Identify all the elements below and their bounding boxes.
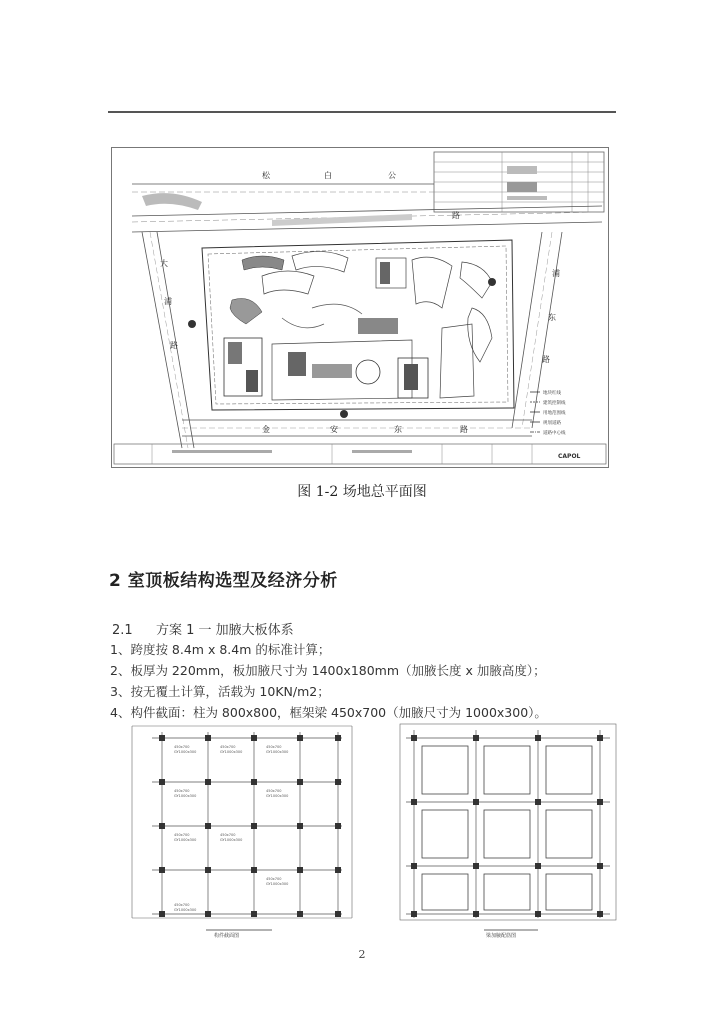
beam-label: 450x700 [220, 833, 236, 837]
component-section-drawing [122, 718, 358, 944]
subsection-number: 2.1 [112, 623, 133, 638]
legend-item-4: 规划道路 [543, 421, 561, 426]
list-item: 3、按无覆土计算，活载为 10KN/m2； [110, 684, 330, 699]
subsection-heading [112, 619, 294, 638]
road-right-label-3: 路 [542, 355, 550, 364]
section-heading: 2 室顶板结构选型及经济分析 [109, 571, 338, 591]
haunch-label: GY1000x300 [174, 908, 197, 912]
road-left-label-3: 路 [170, 341, 178, 350]
left-drawing-caption: 构件截面图 [214, 933, 240, 939]
haunch-label: GY1000x300 [220, 750, 243, 754]
list-item: 4、构件截面：柱为 800x800，框架梁 450x700（加腋尺寸为 1000x300）。 [110, 705, 547, 720]
haunch-label: GY1000x300 [174, 838, 197, 842]
legend-item-3: 用地范围线 [543, 411, 566, 416]
road-bottom-label-2: 安 [330, 425, 338, 434]
haunch-label: GY1000x300 [266, 882, 289, 886]
beam-label: 450x700 [266, 745, 282, 749]
road-top-label-2: 白 [324, 171, 332, 180]
beam-label: 450x700 [266, 877, 282, 881]
list-item: 2、板厚为 220mm，板加腋尺寸为 1400x180mm（加腋长度 x 加腋高度）； [110, 663, 546, 678]
capol-logo: CAPOL [558, 453, 581, 460]
right-drawing-caption: 梁加腋配筋图 [486, 933, 517, 939]
legend-item-2: 建筑控制线 [543, 401, 566, 406]
site-plan-figure [111, 147, 609, 468]
road-bottom-label-1: 金 [262, 425, 270, 434]
legend-item-5: 道路中心线 [543, 431, 566, 436]
page-number: 2 [358, 948, 366, 961]
beam-label: 450x700 [174, 789, 190, 793]
figure-caption: 图 1-2 场地总平面图 [297, 484, 427, 500]
road-bottom-label-3: 东 [394, 425, 402, 434]
beam-label: 450x700 [220, 745, 236, 749]
beam-label: 450x700 [174, 833, 190, 837]
road-top-label-1: 松 [262, 171, 270, 180]
beam-label: 450x700 [174, 745, 190, 749]
legend-item-1: 地块红线 [543, 391, 561, 396]
header-rule [108, 111, 616, 113]
beam-label: 450x700 [174, 903, 190, 907]
haunch-label: GY1000x300 [174, 750, 197, 754]
road-top-label-4: 路 [452, 211, 460, 220]
haunch-label: GY1000x300 [266, 794, 289, 798]
road-top-label-3: 公 [388, 171, 396, 180]
subsection-title: 方案 1 一 加腋大板体系 [156, 623, 294, 638]
road-left-label-2: 浦 [164, 297, 172, 306]
road-bottom-label-4: 路 [460, 425, 468, 434]
haunch-reinforcement-drawing [392, 718, 622, 944]
road-right-label-1: 浦 [552, 269, 560, 278]
haunch-label: GY1000x300 [174, 794, 197, 798]
haunch-label: GY1000x300 [266, 750, 289, 754]
haunch-label: GY1000x300 [220, 838, 243, 842]
beam-label: 450x700 [266, 789, 282, 793]
road-right-label-2: 东 [548, 313, 556, 322]
list-item: 1、跨度按 8.4m x 8.4m 的标准计算； [110, 642, 331, 657]
road-left-label-1: 大 [160, 259, 168, 268]
plan-legend [530, 389, 566, 436]
